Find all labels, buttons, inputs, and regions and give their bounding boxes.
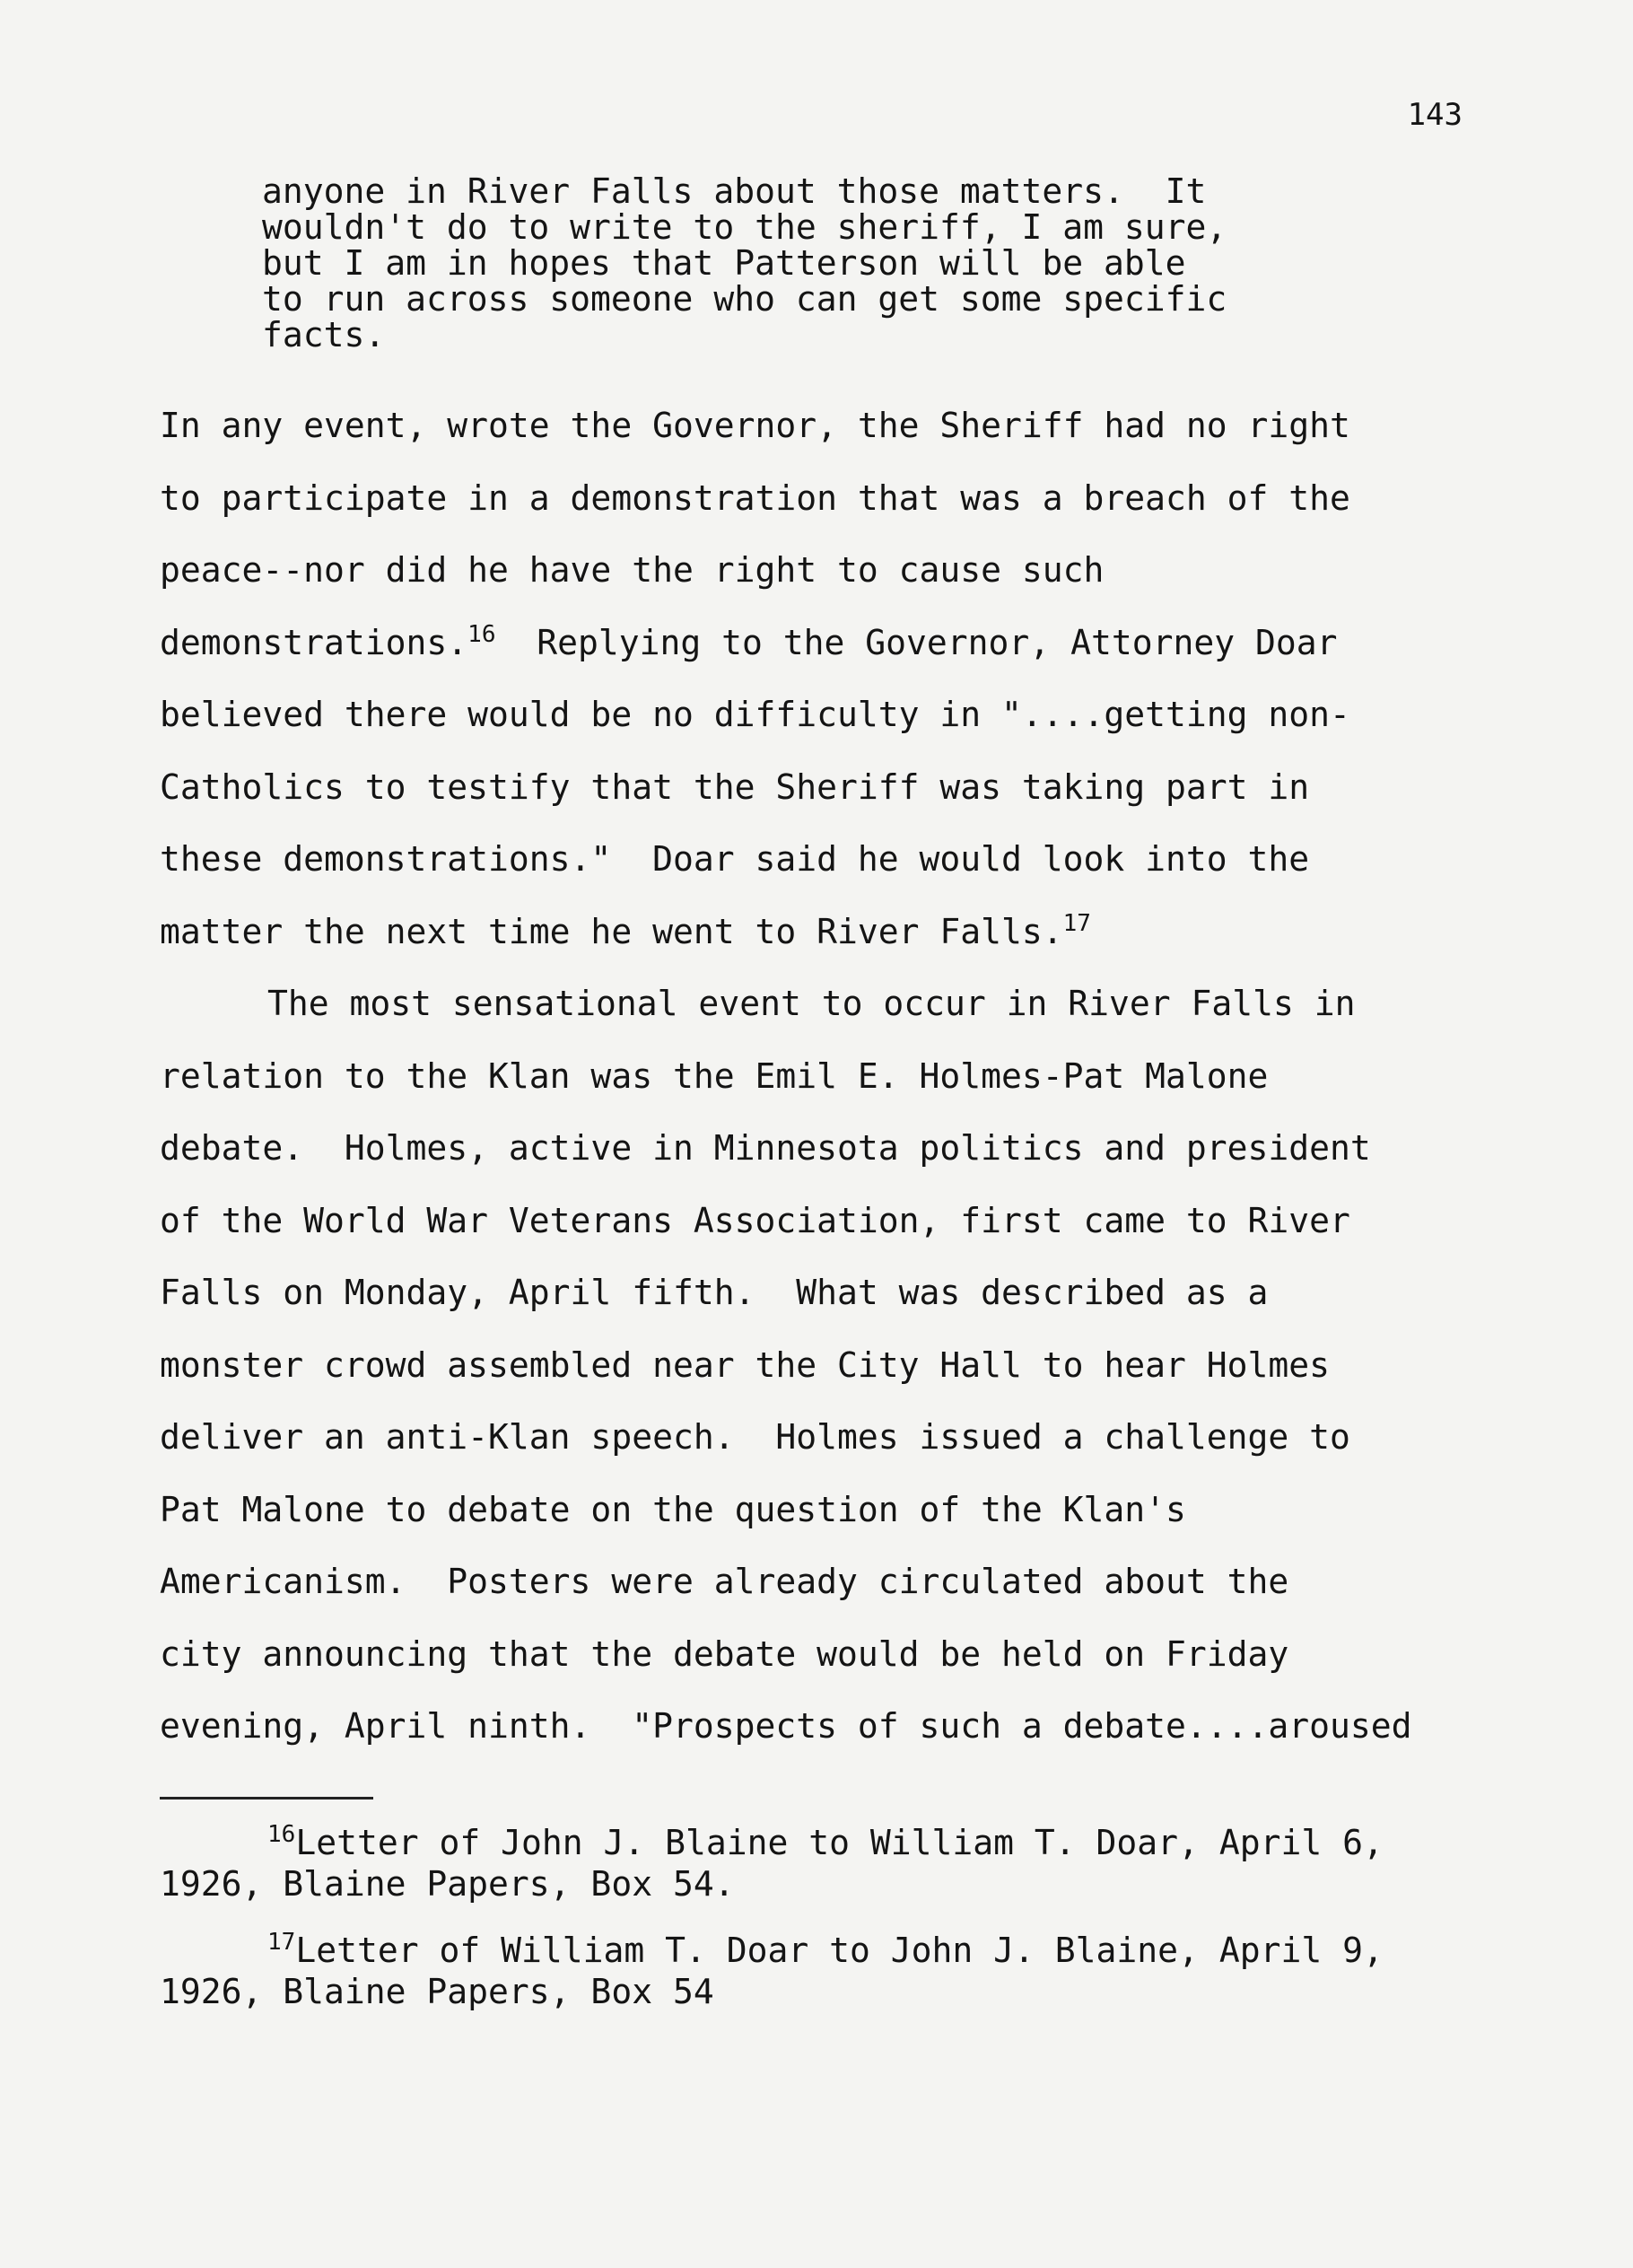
paragraph-line: these demonstrations." Doar said he would look into the — [160, 839, 1310, 879]
paragraph-line: The most sensational event to occur in River Falls in — [267, 984, 1356, 1023]
footnote-ref-16: 16 — [467, 620, 496, 648]
paragraph-line: peace--nor did he have the right to cause such — [160, 550, 1105, 590]
paragraph-line: Catholics to testify that the Sheriff was taking part in — [160, 766, 1310, 807]
paragraph-line: In any event, wrote the Governor, the Sheriff had no right — [160, 406, 1350, 445]
paragraph-line: believed there would be no difficulty in "....getting non- — [160, 695, 1350, 734]
footnote-line: 1926, Blaine Papers, Box 54. — [160, 1864, 735, 1904]
line-text: Replying to the Governor, Attorney Doar — [495, 622, 1338, 662]
paragraph-line: of the World War Veterans Association, first came to River — [160, 1200, 1350, 1240]
paragraph-line — [160, 896, 1488, 968]
block-quote — [262, 173, 1357, 353]
paragraph-line: relation to the Klan was the Emil E. Holmes-Pat Malone — [160, 1055, 1269, 1096]
line-text: demonstrations. — [160, 622, 468, 662]
footnote-17 — [160, 1930, 1488, 2012]
footnote-16 — [160, 1822, 1488, 1905]
paragraph-line: city announcing that the debate would be held on Friday — [160, 1633, 1289, 1674]
paragraph-line: Falls on Monday, April fifth. What was described as a — [160, 1273, 1269, 1312]
quote-line: facts. — [262, 315, 386, 355]
footnote-ref-17: 17 — [1062, 909, 1091, 937]
paragraph-line: Pat Malone to debate on the question of the Klan's — [160, 1489, 1186, 1529]
footnote-line — [160, 1930, 1488, 1971]
footnote-text: Letter of John J. Blaine to William T. Doar, April 6, — [295, 1823, 1384, 1862]
footnote-line — [160, 1822, 1488, 1863]
paragraph-line: Americanism. Posters were already circulated about the — [160, 1562, 1289, 1601]
line-text: matter the next time he went to River Falls. — [160, 911, 1063, 951]
footnote-number: 16 — [267, 1821, 296, 1848]
paragraph-line — [160, 607, 1488, 679]
quote-line: wouldn't do to write to the sheriff, I am sure, — [262, 207, 1227, 247]
quote-line: anyone in River Falls about those matters. It — [262, 171, 1207, 211]
footnote-number: 17 — [267, 1929, 296, 1956]
paragraph-line: monster crowd assembled near the City Hall to hear Holmes — [160, 1344, 1331, 1385]
page-number: 143 — [1407, 97, 1463, 133]
paragraph-line: debate. Holmes, active in Minnesota politics and president — [160, 1128, 1371, 1168]
paragraph-line: evening, April ninth. "Prospects of such a debate....aroused — [160, 1706, 1412, 1746]
quote-line: but I am in hopes that Patterson will be able — [262, 243, 1186, 283]
body-text — [160, 390, 1488, 1763]
paragraph-line: deliver an anti-Klan speech. Holmes issued a challenge to — [160, 1417, 1350, 1457]
paragraph-line: to participate in a demonstration that was a breach of the — [160, 477, 1350, 518]
footnote-divider — [160, 1797, 373, 1800]
quote-line: to run across someone who can get some specific — [262, 279, 1227, 319]
footnote-line: 1926, Blaine Papers, Box 54 — [160, 1972, 714, 2011]
footnote-text: Letter of William T. Doar to John J. Blaine, April 9, — [295, 1931, 1384, 1970]
